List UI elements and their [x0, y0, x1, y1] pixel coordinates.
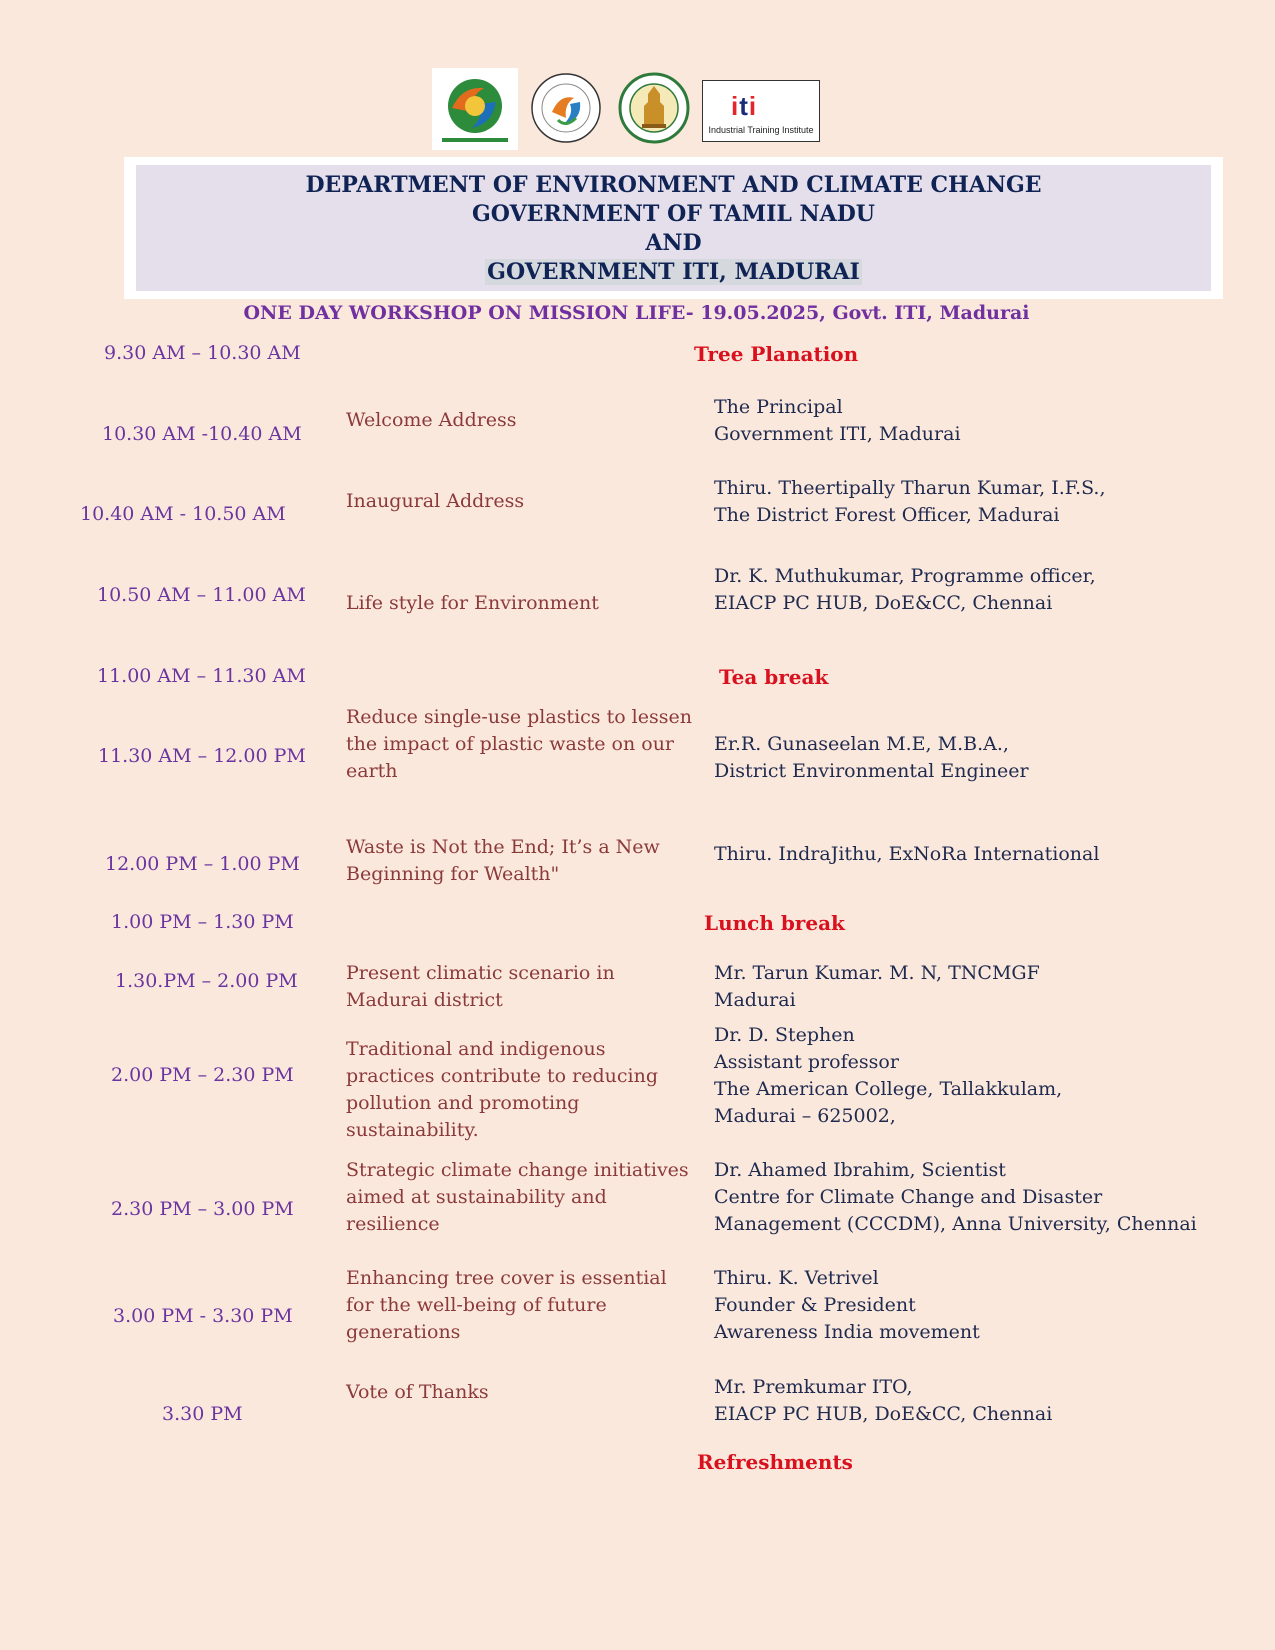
schedule-time: 1.30.PM – 2.00 PM — [115, 970, 298, 992]
schedule-topic: Vote of Thanks — [346, 1381, 489, 1403]
moefcc-logo-icon — [432, 68, 518, 150]
break-label: Tea break — [719, 665, 829, 689]
schedule-speaker: Er.R. Gunaseelan M.E, M.B.A., District Environmental Engineer — [714, 733, 1029, 782]
schedule-speaker: Thiru. Theertipally Tharun Kumar, I.F.S., The District Forest Officer, Madurai — [714, 477, 1106, 526]
schedule-topic: Inaugural Address — [346, 490, 525, 512]
header-line-and: AND — [645, 230, 702, 256]
refreshments-label: Refreshments — [697, 1450, 853, 1474]
header-title-block — [136, 165, 1211, 291]
break-label: Lunch break — [704, 911, 845, 935]
schedule-time: 2.30 PM – 3.00 PM — [111, 1198, 294, 1220]
schedule-topic: Reduce single-use plastics to lessen the impact of plastic waste on our earth — [346, 706, 692, 782]
workshop-subtitle: ONE DAY WORKSHOP ON MISSION LIFE- 19.05.2025, Govt. ITI, Madurai — [243, 302, 1030, 324]
schedule-time: 3.00 PM - 3.30 PM — [113, 1305, 293, 1327]
schedule-time: 3.30 PM — [162, 1403, 243, 1425]
schedule-topic: Waste is Not the End; It’s a New Beginning for Wealth" — [346, 836, 660, 885]
schedule-speaker: Dr. K. Muthukumar, Programme officer, EIACP PC HUB, DoE&CC, Chennai — [714, 565, 1096, 614]
schedule-time: 2.00 PM – 2.30 PM — [111, 1064, 294, 1086]
schedule-time: 11.30 AM – 12.00 PM — [98, 745, 306, 767]
header-line-department: DEPARTMENT OF ENVIRONMENT AND CLIMATE CHANGE — [305, 172, 1042, 198]
header-line-iti: GOVERNMENT ITI, MADURAI — [487, 259, 860, 285]
schedule-topic: Life style for Environment — [346, 592, 599, 614]
schedule-speaker: Thiru. IndraJithu, ExNoRa International — [714, 843, 1100, 865]
schedule-topic: Strategic climate change initiatives aimed at sustainability and resilience — [346, 1159, 689, 1235]
schedule-speaker: The Principal Government ITI, Madurai — [714, 396, 961, 445]
schedule-topic: Welcome Address — [346, 409, 517, 431]
schedule-time: 12.00 PM – 1.00 PM — [105, 853, 300, 875]
schedule-time: 10.30 AM -10.40 AM — [102, 423, 302, 445]
eiacp-logo-icon — [530, 72, 602, 148]
schedule-speaker: Dr. D. Stephen Assistant professor The American College, Tallakkulam, Madurai – 625002, — [714, 1024, 1063, 1127]
schedule-speaker: Mr. Premkumar ITO, EIACP PC HUB, DoE&CC, Chennai — [714, 1376, 1053, 1425]
schedule-speaker: Dr. Ahamed Ibrahim, Scientist Centre for Climate Change and Disaster Management (CCCDM), Anna University, Chennai — [714, 1159, 1197, 1235]
header-box — [124, 157, 1223, 299]
schedule-topic: Present climatic scenario in Madurai district — [346, 962, 615, 1011]
iti-logo-caption: Industrial Training Institute — [708, 125, 814, 135]
iti-logo-icon: iti Industrial Training Institute — [702, 80, 820, 142]
schedule-speaker: Thiru. K. Vetrivel Founder & President Awareness India movement — [714, 1267, 980, 1343]
schedule-speaker: Mr. Tarun Kumar. M. N, TNCMGF Madurai — [714, 962, 1040, 1011]
schedule-time: 11.00 AM – 11.30 AM — [97, 665, 306, 687]
tamil-nadu-emblem-icon — [618, 72, 690, 148]
schedule-topic: Traditional and indigenous practices contribute to reducing pollution and promoting sustainability. — [346, 1038, 658, 1141]
schedule-topic: Enhancing tree cover is essential for the well-being of future generations — [346, 1267, 667, 1343]
schedule-time: 9.30 AM – 10.30 AM — [104, 342, 301, 364]
schedule-time: 10.40 AM - 10.50 AM — [80, 503, 286, 525]
schedule-time: 10.50 AM – 11.00 AM — [97, 584, 306, 606]
schedule-time: 1.00 PM – 1.30 PM — [111, 911, 294, 933]
header-line-government: GOVERNMENT OF TAMIL NADU — [472, 201, 875, 227]
break-label: Tree Planation — [694, 342, 859, 366]
